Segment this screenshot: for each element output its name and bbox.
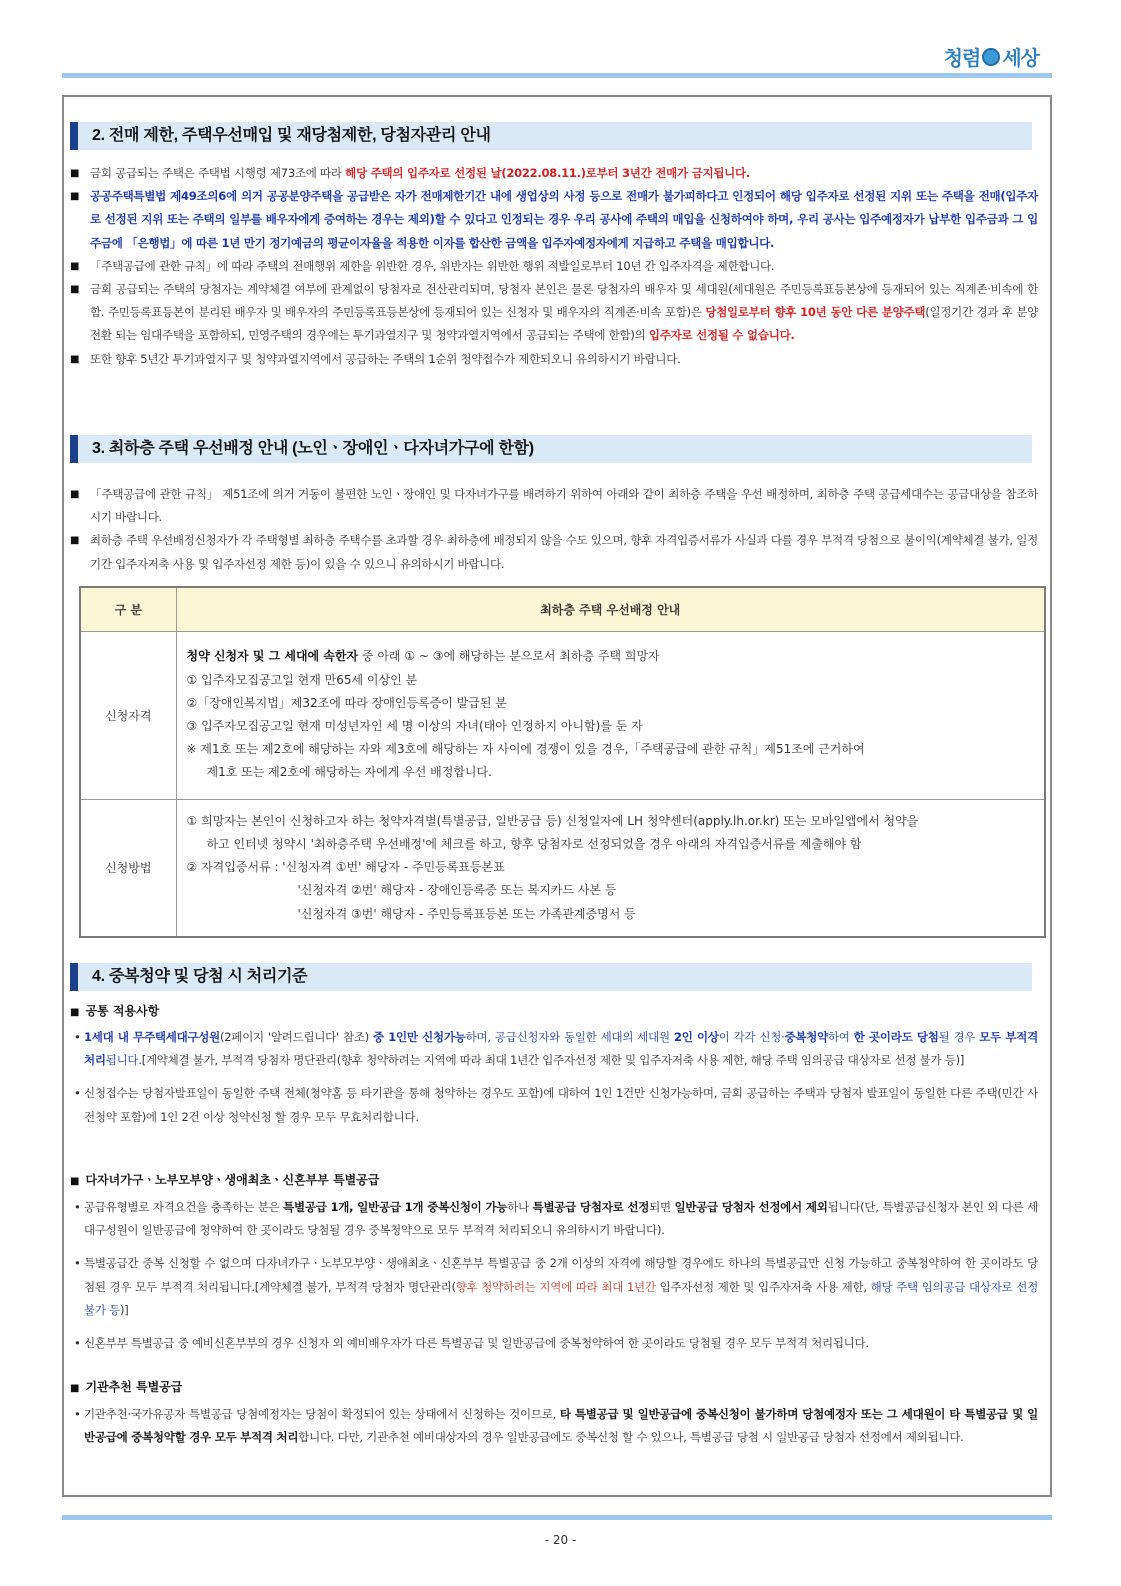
- square-bullet-icon: ■: [70, 489, 80, 500]
- s2-p4-highlight-1: 당첨일로부터 향후 10년 동안 다른 분양주택: [705, 305, 926, 320]
- s4-agency-body: [70, 1403, 1038, 1449]
- s2-item-2: [70, 185, 1038, 255]
- s4-h1-label: 공통 적용사항: [85, 1004, 160, 1018]
- s2-item-5: [70, 348, 1038, 371]
- s2-p1-highlight: 해당 주택의 입주자로 선정된 날(2022.08.11.)로부터 3년간 전매가 금지됩니다.: [345, 166, 751, 180]
- c1-i: 한 곳이라도 당첨: [853, 1030, 939, 1044]
- s2-p3-text: 「주택공급에 관한 규칙」에 따라 주택의 전매행위 제한을 위반한 경우, 위반자는 위반한 행위 적발일로부터 10년 간 입주자격을 제한합니다.: [90, 258, 775, 273]
- c1-h: 하여: [827, 1030, 854, 1044]
- eligibility-line-2: ① 입주자모집공고일 현재 만65세 이상인 분: [186, 672, 418, 687]
- dot-bullet-icon: •: [74, 1256, 81, 1271]
- s4-special-item-3: [70, 1332, 1038, 1355]
- e1-c: 합니다. 다만, 기관추천 예비대상자의 경우 일반공급에도 중복신청 할 수 있으나, 특별공급 당첨 시 일반공급 당첨자 선정에서 제외됩니다.: [298, 1430, 964, 1445]
- e1-a: 기관추천·국가유공자 특별공급 당첨예정자는 당첨이 확정되어 있는 상태에서 신청하는 것이므로,: [84, 1407, 560, 1421]
- globe-icon: [982, 48, 1000, 66]
- row-content-method: [176, 799, 1045, 937]
- s4-special-item-1: [70, 1196, 1038, 1242]
- s2-p4-highlight-2: 입주자로 선정될 수 없습니다.: [648, 328, 795, 343]
- s4-subheading-special: [70, 1171, 379, 1188]
- section-4-title: 4. 중복청약 및 당첨 시 처리기준: [70, 963, 1032, 991]
- dot-bullet-icon: •: [74, 1407, 81, 1421]
- s4-agency-item-1: [70, 1403, 1038, 1449]
- section-2-title: 2. 전매 제한, 주택우선매입 및 재당첨제한, 당첨자관리 안내: [70, 122, 1032, 150]
- d1-f: 일반공급 당첨자 선정에서 제외: [674, 1200, 828, 1214]
- s4-common-item-2: [70, 1082, 1038, 1128]
- square-bullet-icon: ■: [70, 1383, 80, 1394]
- s4-subheading-common: [70, 1002, 159, 1019]
- s2-p1-text: 금회 공급되는 주택은 주택법 시행령 제73조에 따라: [90, 166, 346, 180]
- eligibility-rest: 중 아래 ① ~ ③에 해당하는 분으로서 최하층 주택 희망자: [358, 649, 660, 664]
- row-content-eligibility: [176, 631, 1045, 799]
- s4-special-body: [70, 1196, 1038, 1355]
- c1-f: 이 각각 신청·: [718, 1030, 785, 1044]
- square-bullet-icon: ■: [70, 535, 80, 547]
- s2-p5-text: 또한 향후 5년간 투기과열지구 및 청약과열지역에서 공급하는 주택의 1순위 청약접수가 제한되오니 유의하시기 바랍니다.: [90, 351, 681, 366]
- c1-j: 될 경우: [938, 1030, 980, 1044]
- c1-b: (2페이지 '알려드립니다' 참조): [220, 1030, 374, 1044]
- method-line-3: ② 자격입증서류 : '신청자격 ①번' 해당자 - 주민등록표등본표: [186, 860, 505, 875]
- c1-m: [계약체결 불가, 부적격 당첨자 명단관리(향후 청약하려는 지역에 따라 최대 1년간 입주자선정 제한 및 입주자저축 사용 제한, 해당 주택 임의공급 대상자로 선정 불가 등)]: [141, 1053, 965, 1068]
- table-row: [80, 631, 1045, 799]
- dot-bullet-icon: •: [74, 1030, 81, 1044]
- c1-d: 하며, 공급신청자와 동일한 세대의 세대원: [465, 1030, 674, 1044]
- eligibility-line-3: ②「장애인복지법」제32조에 따라 장애인등록증이 발급된 분: [186, 695, 507, 710]
- d2-e: )]: [119, 1302, 129, 1317]
- s2-p2-text: 공공주택특별법 제49조의6에 의거 공공분양주택을 공급받은 자가 전매제한기간 내에 생업상의 사정 등으로 전매가 불가피하다고 인정되어 해당 입주자로 선정된 지위 또는 주택을 전매(입주자로 선정된 지위 또는 주택의 일부를 배우자에게 증여하는 경우는 제외)할 수 있다고 인정되는 경우 우리 공사에 주택의 매입을 신청하여야 하며, 우리 공사는 입주예정자가 납부한 입주금과 그 입주금에 「은행법」에 따른 1년 만기 정기예금의 평균이자율을 적용한 이자를 합산한 금액을 입주자예정자에게 지급하고 주택을 매입합니다.: [90, 189, 1038, 250]
- square-bullet-icon: ■: [70, 284, 80, 296]
- table-header-category: 구 분: [80, 587, 176, 631]
- d2-c: 입주자선정 제한 및 입주자저축 사용 제한,: [655, 1279, 871, 1294]
- method-line-1: ① 희망자는 본인이 신청하고자 하는 청약자격별(특별공급, 일반공급 등) 신청일자에 LH 청약센터(apply.lh.or.kr) 또는 모바일앱에서 청약을: [186, 813, 919, 828]
- square-bullet-icon: ■: [70, 353, 80, 365]
- s2-item-3: [70, 255, 1038, 278]
- d3-text: 신혼부부 특별공급 중 예비신혼부부의 경우 신청자 외 예비배우자가 다른 특별공급 및 일반공급에 중복청약하여 한 곳이라도 당첨될 경우 모두 부적격 처리됩니다.: [84, 1336, 869, 1351]
- s3-item-1: [70, 483, 1038, 529]
- s3-p1-text: 「주택공급에 관한 규칙」 제51조에 의거 거동이 불편한 노인ㆍ장애인 및 다자녀가구를 배려하기 위하여 아래와 같이 최하층 주택을 우선 배정하며, 최하층 주택 공급세대수는 공급대상을 참조하시기 바랍니다.: [90, 487, 1038, 525]
- c1-e: 2인 이상: [673, 1030, 719, 1044]
- table-header-row: [80, 587, 1045, 631]
- eligibility-bold: 청약 신청자 및 그 세대에 속한자: [186, 649, 359, 664]
- s4-special-item-2: [70, 1252, 1038, 1322]
- lowest-floor-table: [79, 586, 1046, 938]
- s4-common-body: [70, 1026, 1038, 1129]
- d2-d: 해당 주택 임의공급 대상자로 선정 불가 등: [84, 1279, 1038, 1317]
- s3-p2-text: 최하층 주택 우선배정신청자가 각 주택형별 최하층 주택수를 초과할 경우 최하층에 배정되지 않을 수도 있으며, 향후 자격입증서류가 사실과 다를 경우 부적격 당첨으로 불이익(계약체결 불가, 일정기간 입주자저축 사용 및 입주자선정 제한 등)이 있을 수 있으니 유의하시기 바랍니다.: [90, 533, 1038, 571]
- table-header-guide: 최하층 주택 우선배정 안내: [176, 587, 1045, 631]
- s2-item-4: [70, 278, 1038, 348]
- d1-b: 특별공급 1개, 일반공급 1개 중복신청이 가능: [283, 1200, 508, 1214]
- eligibility-line-1: [187, 645, 1035, 668]
- d2-a: 특별공급간 중복 신청할 수 없으며 다자녀가구ㆍ노부모부양ㆍ생애최초ㆍ신혼부부 특별공급 중 2개 이상의 자격에 해당할 경우에도 하나의 특별공급만 신청 가능하고 중복청약하여 한 곳이라도 당첨된 경우 모두 부적격 처리됩니다.[계약체결 불가, 부적격 당첨자 명단관리(: [84, 1256, 1038, 1294]
- method-line-5: '신청자격 ③번' 해당자 - 주민등록표등본 또는 가족관계증명서 등: [297, 906, 636, 921]
- dot-bullet-icon: •: [74, 1336, 81, 1351]
- s2-item-1: [70, 162, 1038, 185]
- eligibility-line-5: ※ 제1호 또는 제2호에 해당하는 자와 제3호에 해당하는 자 사이에 경쟁이 있을 경우,「주택공급에 관한 규칙」제51조에 근거하여: [186, 742, 865, 757]
- page-number: - 20 -: [544, 1533, 577, 1547]
- s3-item-2: [70, 529, 1038, 575]
- eligibility-line-4: ③ 입주자모집공고일 현재 미성년자인 세 명 이상의 자녀(태아 인정하지 아니함)를 둔 자: [186, 719, 643, 733]
- s4-subheading-agency: [70, 1378, 182, 1395]
- section-3-body: [70, 483, 1038, 576]
- method-line-2: 하고 인터넷 청약시 '최하층주택 우선배정'에 체크를 하고, 향후 당첨자로 선정되었을 경우 아래의 자격입증서류를 제출해야 함: [206, 836, 862, 851]
- d1-d: 특별공급 당첨자로 선정: [532, 1200, 650, 1214]
- logo-text: 청렴: [943, 46, 981, 70]
- s2-p4-text-a: 금회 공급되는 주택의 당첨자는 계약체결 여부에 관계없이 당첨자로 전산관리되며, 당첨자 본인은 물론 당첨자의 배우자 및 세대원(세대원은 주민등록표등본상에 등재되어 있는 직계존·비속에 한함. 주민등록표등본이 분리된 배우자 및 배우자의 주민등록표등본상에 등재되어 있는 신청자 및 배우자의 직계존·비속 포함)은: [90, 282, 1038, 320]
- logo-text-2: 세상: [1002, 46, 1039, 70]
- section-2-body: [70, 162, 1038, 371]
- e1-b: 타 특별공급 및 일반공급에 중복신청이 불가하며 당첨예정자 또는 그 세대원이 타 특별공급 및 일반공급에 중복청약할 경우 모두 부적격 처리: [84, 1407, 1038, 1445]
- square-bullet-icon: ■: [70, 1176, 80, 1187]
- s4-common-item-1: [70, 1026, 1038, 1072]
- row-label-method: 신청방법: [80, 799, 176, 937]
- top-divider: [62, 73, 1052, 78]
- method-line-4: '신청자격 ②번' 해당자 - 장애인등록증 또는 복지카드 사본 등: [297, 883, 617, 898]
- section-3-title: 3. 최하층 주택 우선배정 안내 (노인ㆍ장애인ㆍ다자녀가구에 한함): [70, 435, 1032, 463]
- logo: [944, 42, 1039, 71]
- c1-k: 모두 부적격 처리: [84, 1030, 1038, 1068]
- dot-bullet-icon: •: [74, 1200, 81, 1214]
- s4-h2-label: 다자녀가구ㆍ노부모부양ㆍ생애최초ㆍ신혼부부 특별공급: [85, 1173, 380, 1187]
- square-bullet-icon: ■: [70, 191, 80, 203]
- table-row: [80, 799, 1045, 937]
- c2-text: 신청접수는 당첨자발표일이 동일한 주택 전체(청약홈 등 타기관을 통해 청약하는 경우도 포함)에 대하여 1인 1건만 신청가능하며, 금회 공급하는 주택과 당첨자 발표일이 동일한 다른 주택(민간 사전청약 포함)에 1인 2건 이상 청약신청 할 경우 모두 무효처리합니다.: [84, 1086, 1038, 1124]
- bottom-divider: [62, 1515, 1052, 1520]
- d2-b: 향후 청약하려는 지역에 따라 최대 1년간: [455, 1279, 656, 1294]
- dot-bullet-icon: •: [74, 1086, 81, 1101]
- s4-h3-label: 기관추천 특별공급: [85, 1380, 183, 1394]
- c1-l: 됩니다.: [105, 1053, 142, 1068]
- square-bullet-icon: ■: [70, 1007, 80, 1018]
- row-label-eligibility: 신청자격: [80, 631, 176, 799]
- d1-g: 됩니다(단, 특별공급신청자 본인 외 다른 세대구성원이 일반공급에 청약하여 한 곳이라도 당첨될 경우 중복청약으로 모두 부적격 처리되오니 유의하시기 바랍니다).: [84, 1200, 1038, 1238]
- d1-e: 되면: [649, 1200, 675, 1214]
- square-bullet-icon: ■: [70, 260, 80, 272]
- c1-c: 중 1인만 신청가능: [373, 1030, 466, 1044]
- s2-p4-text-c: (일정기간 경과 후 분양전환 되는 임대주택을 포함하되, 민영주택의 경우에는 투기과열지구 및 청약과열지역에서 공급되는 주택에 한함)의: [90, 305, 1039, 343]
- c1-g: 중복청약: [784, 1030, 828, 1044]
- square-bullet-icon: ■: [70, 168, 80, 179]
- eligibility-line-6: 제1호 또는 제2호에 해당하는 자에게 우선 배정합니다.: [206, 765, 492, 780]
- d1-a: 공급유형별로 자격요건을 충족하는 분은: [84, 1200, 284, 1214]
- c1-a: 1세대 내 무주택세대구성원: [84, 1030, 221, 1044]
- d1-c: 하나: [507, 1200, 533, 1214]
